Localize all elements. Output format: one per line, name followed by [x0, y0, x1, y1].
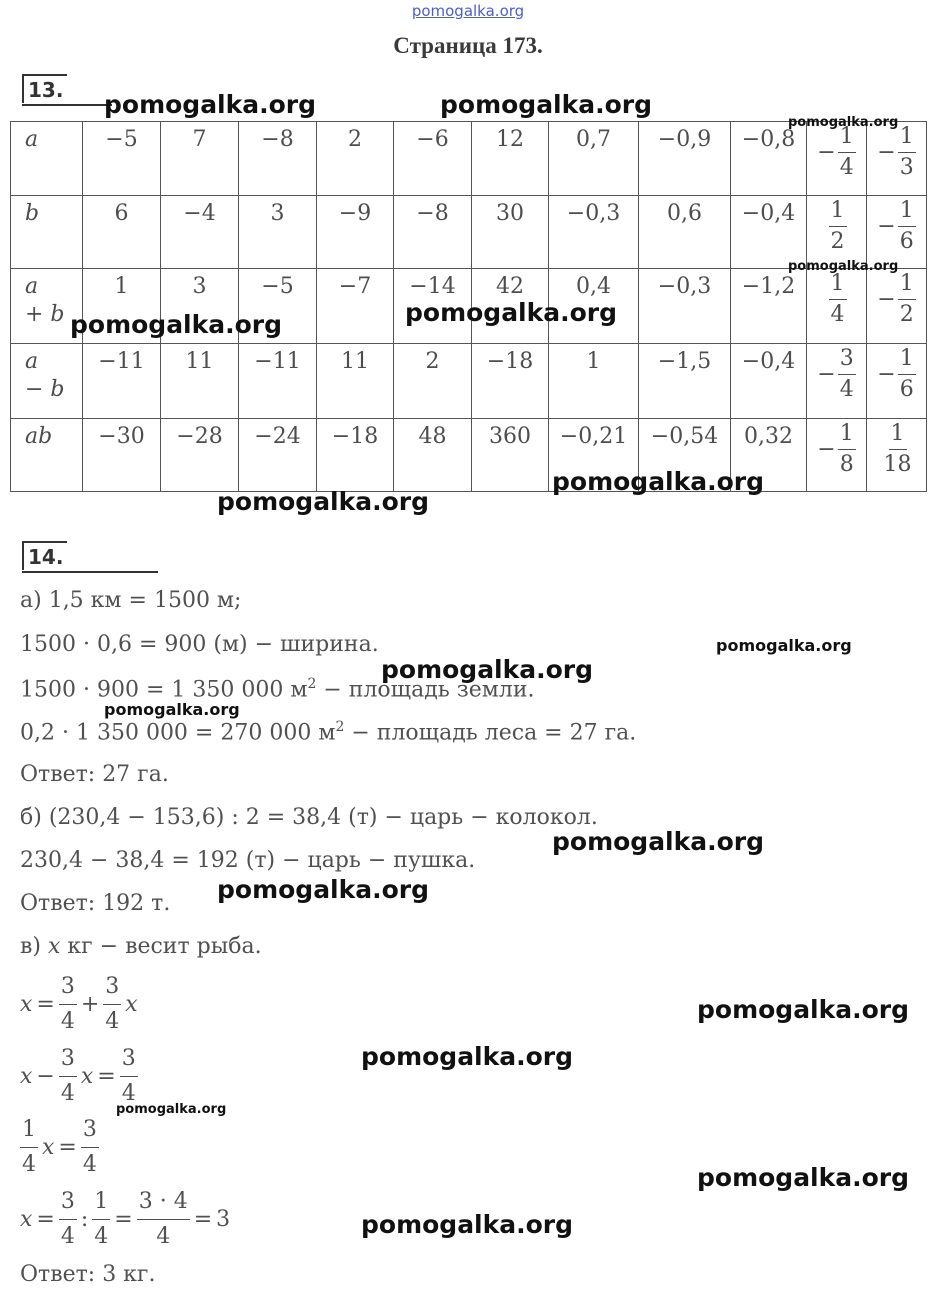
eq4-fa-den: 4 — [60, 1224, 75, 1249]
solution-line-b2: 230,4 − 38,4 = 192 (т) − царь − пушка. — [20, 848, 476, 873]
watermark: pomogalka.org — [552, 827, 765, 856]
table-cell: −7 — [317, 269, 394, 344]
row-label — [11, 122, 83, 196]
watermark: pomogalka.org — [361, 1210, 574, 1239]
fraction — [898, 344, 916, 405]
table-cell: −0,54 — [639, 419, 731, 492]
eq4-frac-a — [59, 1185, 77, 1254]
row-label-text: b — [25, 201, 40, 226]
table-cell: −11 — [239, 344, 317, 419]
table-cell: −1,2 — [731, 269, 807, 344]
fraction-numerator: 1 — [829, 196, 847, 227]
fraction-sign: − — [817, 361, 836, 387]
fraction-numerator: 1 — [829, 269, 847, 300]
fraction-denominator: 4 — [839, 377, 854, 402]
task-14-number: 14. — [22, 541, 67, 570]
eq1-fb-den: 4 — [105, 1009, 120, 1034]
eq4-equals-1: = — [36, 1207, 55, 1232]
fraction-numerator: 3 — [838, 344, 856, 375]
equation-4 — [20, 1185, 230, 1254]
eq2-fb-num: 3 — [120, 1042, 138, 1077]
table-cell: 30 — [472, 196, 549, 269]
eq2-frac-b — [120, 1042, 138, 1111]
eq3-fa-den: 4 — [22, 1152, 36, 1177]
watermark: pomogalka.org — [104, 700, 240, 719]
fraction — [898, 269, 916, 330]
table-cell: −6 — [394, 122, 472, 196]
eq4-equals-3: = — [193, 1207, 213, 1232]
table-cell-fraction — [867, 344, 927, 419]
table-cell: 7 — [161, 122, 239, 196]
table-cell-fraction — [807, 269, 867, 344]
table-cell: 0,7 — [549, 122, 639, 196]
line-c1-var: x — [47, 934, 61, 959]
task-13-number: 13. — [22, 74, 67, 103]
page-title: Страница 173. — [393, 33, 543, 58]
table-cell: −0,21 — [549, 419, 639, 492]
fraction-denominator: 6 — [899, 377, 914, 402]
eq3-equals: = — [58, 1135, 77, 1160]
table-cell: −18 — [472, 344, 549, 419]
line-a3-main: 1500 · 900 = 1 350 000 м — [20, 677, 308, 703]
table-cell: −8 — [394, 196, 472, 269]
row-label-line1: a — [25, 274, 39, 299]
fraction-sign: − — [877, 361, 896, 387]
eq1-x2: x — [125, 992, 138, 1017]
fraction — [829, 269, 847, 330]
eq2-fa-den: 4 — [60, 1081, 75, 1106]
eq3-frac-a — [20, 1113, 38, 1182]
table-row — [11, 419, 927, 492]
eq4-frac-c — [137, 1185, 190, 1254]
watermark: pomogalka.org — [217, 487, 430, 516]
fraction-denominator: 8 — [839, 452, 854, 477]
table-cell: 0,32 — [731, 419, 807, 492]
fraction-sign: − — [877, 213, 896, 239]
fraction-sign: − — [877, 139, 896, 165]
table-cell: −18 — [317, 419, 394, 492]
task-14-underline — [22, 571, 158, 573]
fraction-denominator: 4 — [839, 155, 854, 180]
fraction-denominator: 18 — [883, 452, 912, 477]
eq4-x: x — [20, 1207, 33, 1232]
table-cell: 12 — [472, 122, 549, 196]
fraction-numerator: 1 — [898, 344, 916, 375]
equation-1 — [20, 970, 138, 1039]
fraction-sign: − — [877, 286, 896, 312]
line-c1-rest: кг − весит рыба. — [60, 934, 262, 959]
eq4-div: : — [80, 1207, 89, 1232]
table-cell-fraction — [867, 269, 927, 344]
watermark: pomogalka.org — [104, 90, 317, 119]
eq4-fb-den: 4 — [94, 1224, 109, 1249]
table-cell: −4 — [161, 196, 239, 269]
eq3-frac-b — [81, 1113, 99, 1182]
fraction-sign: − — [817, 436, 836, 462]
row-label-text: ab — [25, 424, 53, 449]
table-cell: −0,4 — [731, 344, 807, 419]
table-cell: 48 — [394, 419, 472, 492]
eq2-fa-num: 3 — [59, 1042, 77, 1077]
table-cell: −28 — [161, 419, 239, 492]
answer-c: Ответ: 3 кг. — [20, 1262, 156, 1287]
eq1-x: x — [20, 992, 33, 1017]
eq1-plus: + — [80, 992, 100, 1017]
eq1-equals: = — [36, 992, 55, 1017]
table-cell: 0,4 — [549, 269, 639, 344]
eq2-frac-a — [59, 1042, 77, 1111]
fraction-denominator: 6 — [899, 229, 914, 254]
fraction-numerator: 1 — [898, 196, 916, 227]
table-cell: 360 — [472, 419, 549, 492]
watermark: pomogalka.org — [361, 1042, 574, 1071]
fraction — [838, 419, 856, 480]
table-cell: 3 — [161, 269, 239, 344]
table-cell: 11 — [317, 344, 394, 419]
fraction-numerator: 1 — [838, 122, 856, 153]
equation-3 — [20, 1113, 99, 1182]
eq4-fc-num: 3 · 4 — [137, 1185, 190, 1220]
fraction — [898, 122, 916, 183]
answer-b: Ответ: 192 т. — [20, 891, 171, 916]
line-a4-rest: − площадь леса = 27 га. — [344, 720, 637, 746]
row-label — [11, 196, 83, 269]
row-label — [11, 344, 83, 419]
eq1-fb-num: 3 — [103, 970, 121, 1005]
table-cell-fraction — [807, 419, 867, 492]
table-cell: 2 — [394, 344, 472, 419]
line-a4-main: 0,2 · 1 350 000 = 270 000 м — [20, 720, 336, 746]
equation-2 — [20, 1042, 138, 1111]
answer-a: Ответ: 27 га. — [20, 762, 169, 787]
fraction-numerator: 1 — [838, 419, 856, 450]
fraction-numerator: 1 — [898, 122, 916, 153]
table-cell: 3 — [239, 196, 317, 269]
watermark: pomogalka.org — [697, 1163, 910, 1192]
fraction — [882, 419, 914, 480]
eq4-equals-2: = — [114, 1207, 133, 1232]
row-label-text: a — [25, 127, 39, 152]
table-cell: −5 — [83, 122, 161, 196]
table-cell: 1 — [549, 344, 639, 419]
eq2-minus: − — [36, 1064, 55, 1089]
table-row — [11, 122, 927, 196]
table-cell: 1 — [83, 269, 161, 344]
eq3-x: x — [42, 1135, 55, 1160]
table-cell: −0,3 — [549, 196, 639, 269]
table-cell: −8 — [239, 122, 317, 196]
watermark: pomogalka.org — [116, 1102, 227, 1117]
eq4-fc-den: 4 — [156, 1224, 171, 1249]
watermark: pomogalka.org — [70, 310, 283, 339]
watermark: pomogalka.org — [440, 90, 653, 119]
table-row — [11, 344, 927, 419]
fraction-sign: − — [817, 139, 836, 165]
table-row — [11, 196, 927, 269]
table-cell: −0,3 — [639, 269, 731, 344]
eq3-fa-num: 1 — [20, 1113, 38, 1148]
task-13-underline — [22, 104, 112, 106]
table-cell-fraction — [867, 419, 927, 492]
fraction-denominator: 2 — [899, 302, 914, 327]
watermark: pomogalka.org — [217, 875, 430, 904]
solution-line-a1: а) 1,5 км = 1500 м; — [20, 588, 242, 613]
fraction-denominator: 3 — [899, 155, 914, 180]
line-a3-sup: 2 — [307, 676, 317, 692]
watermark: pomogalka.org — [697, 995, 910, 1024]
site-link[interactable]: pomogalka.org — [411, 2, 525, 20]
table-cell-fraction — [807, 196, 867, 269]
table-cell: −5 — [239, 269, 317, 344]
table-cell: 2 — [317, 122, 394, 196]
solution-line-b1: б) (230,4 − 153,6) : 2 = 38,4 (т) − царь − колокол. — [20, 805, 598, 830]
table-cell: −24 — [239, 419, 317, 492]
eq1-frac-b — [103, 970, 121, 1039]
eq2-fb-den: 4 — [121, 1081, 136, 1106]
eq1-frac-a — [59, 970, 77, 1039]
line-c1-prefix: в) — [20, 934, 48, 959]
solution-line-a4 — [20, 719, 636, 745]
watermark: pomogalka.org — [381, 655, 594, 684]
eq4-fa-num: 3 — [59, 1185, 77, 1220]
line-a3-rest: − площадь земли. — [316, 677, 535, 703]
fraction-denominator: 4 — [830, 302, 845, 327]
eq1-fa-den: 4 — [60, 1009, 75, 1034]
fraction — [838, 122, 856, 183]
eq2-equals: = — [97, 1064, 116, 1089]
watermark: pomogalka.org — [788, 259, 899, 274]
table-cell: 11 — [161, 344, 239, 419]
row-label-line2: − b — [25, 377, 65, 402]
solution-line-a2: 1500 · 0,6 = 900 (м) − ширина. — [20, 632, 379, 657]
row-label-line1: a — [25, 349, 39, 374]
row-label-line2: + b — [25, 302, 65, 327]
table-cell: 6 — [83, 196, 161, 269]
solution-line-c1 — [20, 934, 262, 959]
fraction-denominator: 2 — [830, 229, 845, 254]
table-cell: −11 — [83, 344, 161, 419]
eq1-fa-num: 3 — [59, 970, 77, 1005]
table-cell: 42 — [472, 269, 549, 344]
fraction-numerator: 1 — [898, 269, 916, 300]
watermark: pomogalka.org — [552, 467, 765, 496]
watermark: pomogalka.org — [716, 636, 852, 655]
table-cell: −0,8 — [731, 122, 807, 196]
table-cell: −0,4 — [731, 196, 807, 269]
table-cell-fraction — [867, 122, 927, 196]
eq2-x: x — [20, 1064, 33, 1089]
eq3-fb-num: 3 — [81, 1113, 99, 1148]
table-cell: −0,9 — [639, 122, 731, 196]
table-cell: −1,5 — [639, 344, 731, 419]
watermark: pomogalka.org — [788, 115, 899, 130]
table-cell: −9 — [317, 196, 394, 269]
table-cell-fraction — [807, 122, 867, 196]
fraction — [838, 344, 856, 405]
eq4-result: 3 — [216, 1207, 231, 1232]
watermark: pomogalka.org — [405, 298, 618, 327]
line-a4-sup: 2 — [335, 719, 345, 735]
fraction-numerator: 1 — [889, 419, 907, 450]
table-cell: −14 — [394, 269, 472, 344]
eq4-fb-num: 1 — [92, 1185, 110, 1220]
eq4-frac-b — [92, 1185, 110, 1254]
fraction — [898, 196, 916, 257]
eq2-x2: x — [80, 1064, 94, 1089]
table-cell-fraction — [807, 344, 867, 419]
fraction — [829, 196, 847, 257]
eq3-fb-den: 4 — [82, 1152, 97, 1177]
row-label — [11, 419, 83, 492]
table-cell-fraction — [867, 196, 927, 269]
table-cell: 0,6 — [639, 196, 731, 269]
table-cell: −30 — [83, 419, 161, 492]
